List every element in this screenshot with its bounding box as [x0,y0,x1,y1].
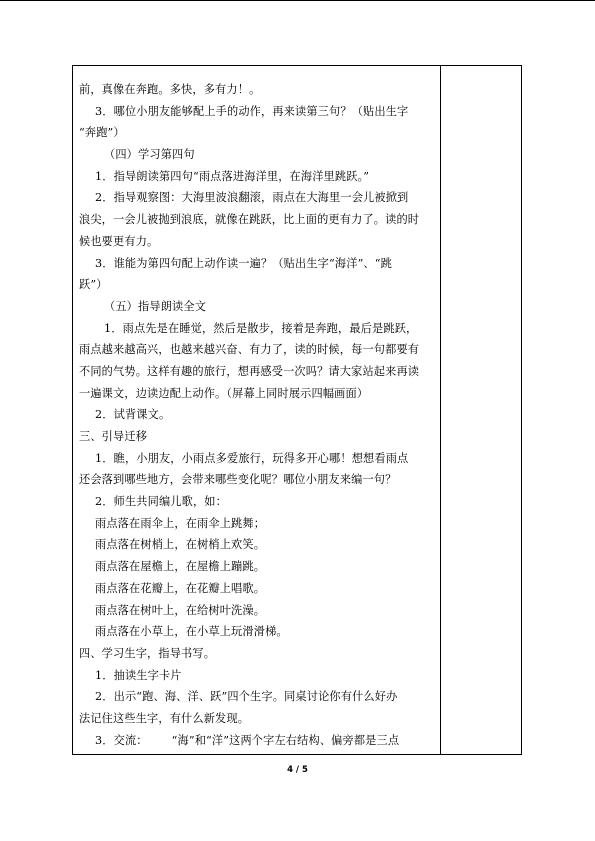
poem-line: 雨点落在树梢上，在树梢上欢笑。 [95,538,266,552]
text-line: 候也要更有力。 [79,234,159,248]
poem-line: 雨点落在树叶上，在给树叶洗澡。 [95,603,266,617]
text-line: 3．谁能为第四句配上动作读一遍？（贴出生字“海洋”、“跳 [95,256,392,270]
text-line: 还会落到哪些地方，会带来哪些变化呢？哪位小朋友来编一句？ [79,473,397,487]
text-line: 法记住这些生字，有什么新发现。 [79,711,250,725]
text-line: 前，真像在奔跑。多快，多有力！。 [79,83,261,96]
text-line: 浪尖，一会儿被抛到浪底，就像在跳跃，比上面的更有力了。读的时 [79,213,420,227]
exchange-text: “海”和“洋”这两个字左右结构、偏旁都是三点 [171,733,400,747]
text-line: 跃”） [79,278,108,292]
section-heading: （四）学习第四句 [104,148,195,162]
text-line: 一遍课文，边读边配上动作。（屏幕上同时展示四幅画面） [79,386,369,400]
text-line: 1．雨点先是在睡觉，然后是散步，接着是奔跑，最后是跳跃， [104,321,418,335]
section-heading: 三、引导迁移 [79,430,148,443]
text-line [79,730,435,752]
text-line: 1．指导朗读第四句“雨点落进海洋里，在海洋里跳跃。” [95,169,370,183]
exchange-label: 3．交流： [95,733,148,747]
lesson-table [72,65,522,755]
text-line: 2．指导观察图：大海里波浪翻滚，雨点在大海里一会儿被掀到 [95,191,409,205]
text-line: 2．师生共同编儿歌，如： [95,495,227,509]
text-line: “奔跑”） [79,126,125,140]
poem-line: 雨点落在雨伞上，在雨伞上跳舞； [95,516,266,530]
poem-line: 雨点落在小草上，在小草上玩滑滑梯。 [95,625,288,639]
text-line: 2．出示“跑、海、洋、跃”四个生字。同桌讨论你有什么好办 [95,690,398,704]
text-line: 3．哪位小朋友能够配上手的动作，再来读第三句？（贴出生字 [95,104,409,118]
text-line: 1．抽读生字卡片 [95,668,182,682]
poem-line: 雨点落在花瓣上，在花瓣上唱歌。 [95,581,266,595]
column-divider [440,66,441,754]
text-line: 1．瞧，小朋友，小雨点多爱旅行，玩得多开心哪！想想看雨点 [95,451,409,465]
section-heading: （五）指导朗读全文 [104,299,207,313]
top-rule [0,0,595,1]
poem-line: 雨点落在屋檐上，在屋檐上蹦跳。 [95,560,266,574]
lesson-content [79,79,435,751]
page-number: 4 / 5 [287,765,308,775]
text-line: 雨点越来越高兴，也越来越兴奋、有力了，读的时候，每一句都要有 [79,343,420,357]
text-line: 2．试背课文。 [95,408,171,422]
section-heading: 四、学习生字，指导书写。 [79,646,216,660]
text-line: 不同的气势。这样有趣的旅行，想再感受一次吗？请大家站起来再读 [79,364,420,378]
